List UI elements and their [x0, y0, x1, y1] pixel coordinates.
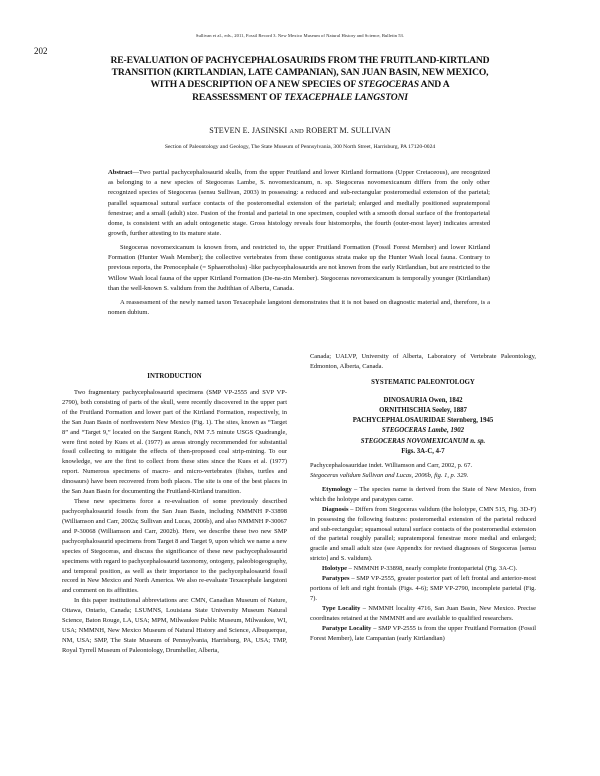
introduction-paragraph-3: In this paper institutional abbreviations are: CMN, Canadian Museum of Nature, Ottawa, Ontario, Canada; LSUMNS, Louisiana State University Museum Natural Science, Baton Rouge, LA, USA; MPM, Milwaukee Public Museum, Milwaukee, WI, USA; NMMNH, New Mexico Museum of Natural History and Science, Albuquerque, NM, USA; SMP, The State Museum of Pennsylvania, Harrisburg, PA, USA; TMP, Royal Tyrrell Museum of Paleontology, Drumheller, Alberta, — [62, 597, 287, 654]
page-number: 202 — [34, 46, 48, 56]
introduction-paragraph-2: These new specimens force a re-evaluation of some previously described pachycephalosaurid fossils from the San Juan Basin, including NMMNH P-33898 (Williamson and Carr, 2002a; Sullivan and Lucas, 2006b), and also NMMNH P-30067 and P-30068 (Williamson and Carr, 2002b). Here, we describe these two new SMP pachycephalosaurid specimens from Target 8 and Target 9, upon which we name a new species of Stegoceras, and discuss the significance of these new pachycephalosaurid specimens with regard to pachycephalosaurid taxonomy, ontogeny, paleobiogeography, and temporal position, as well as their importance to the pachycephalosaurid fossil record in New Mexico and North America. We also re-evaluate Texacephale langstoni and comment on its affinities. — [62, 498, 287, 595]
type-locality: Type Locality – NMMNH locality 4716, San Juan Basin, New Mexico. Precise coordinates retained at the NMMNH and are available to qualified researchers. — [310, 604, 537, 622]
abstract-paragraph-2: Stegoceras novomexicanum is known from, and restricted to, the upper Fruitland Formation (Fossil Forest Member) and lower Kirtland Formation (Hunter Wash Member); the collective vertebrates from these contiguous strata make up the Hunter Wash local fauna. Contrary to previous reports, the Prenocephale (= Sphaerotholus) -like pachycephalosaurids are not known from the early Kirtlandian, but are restricted to the Willow Wash local fauna of the upper Kirtland Formation (De-na-zin Member). Stegoceras novomexicanum is temporally younger (Kirtlandian) than the well-known S. validum from the Judithian of Alberta, Canada. — [108, 244, 491, 292]
abstract-paragraph-1: Abstract—Two partial pachycephalosaurid skulls, from the upper Fruitland and lower Kirtland formations (Upper Cretaceous), are recognized as belonging to a new species of Stegoceras Lambe, S. novomexicanum, n. sp. Stegoceras novomexicanum differs from the only other recognized species of Stegoceras (sensu Sullivan, 2003) in possessing: a reduced and sub-rectangular posteromedial extension of the parietal; parallel squamosal sutural surface contacts of the posteromedial extension of the parietal; enlarged and medially positioned supratemporal fenestrae; and a small (adult) size. Fusion of the frontal and parietal in one specimen, coupled with a smooth dorsal surface of the frontoparietal dome, is consistent with an adult ontogenetic stage. Gross histology reveals four histomorphs, the fourth (outer-most layer) indicates arrested growth, further attesting to its mature state. — [108, 169, 490, 238]
affiliation: Section of Paleontology and Geology, The State Museum of Pennsylvania, 300 North Street, Harrisburg, PA 17120-0024 — [164, 144, 436, 150]
left-column — [62, 372, 287, 656]
title-line-4: REASSESSMENT OF TEXACEPHALE LANGSTONI — [192, 91, 408, 103]
authors — [0, 126, 600, 135]
etymology: Etymology – The species name is derived from the State of New Mexico, from which the holotype and paratypes came. — [310, 485, 536, 503]
abstract — [108, 168, 490, 322]
holotype: Holotype – NMMNH P-33898, nearly complete frontoparietal (Fig. 3A-C). — [322, 565, 518, 573]
title-line-1: RE-EVALUATION OF PACHYCEPHALOSAURIDS FROM THE FRUITLAND-KIRTLAND — [110, 55, 490, 66]
title-line-3: WITH A DESCRIPTION OF A NEW SPECIES OF STEGOCERAS AND A — [150, 79, 450, 91]
paratypes: Paratypes – SMP VP-2555, greater posterior part of left frontal and anterior-most portions of left and right frontals (Figs. 4-6); SMP VP-2790, incomplete parietal (Fig. 7). — [310, 575, 536, 602]
running-head: Sullivan et al., eds., 2011, Fossil Record 3. New Mexico Museum of Natural History and Science, Bulletin 53. — [195, 33, 405, 38]
systematic-heading: SYSTEMATIC PALEONTOLOGY — [371, 378, 475, 386]
author-2: ROBERT M. SULLIVAN — [305, 126, 391, 135]
synonymy-2: Stegoceras validum Sullivan and Lucas, 2006b, fig. 1, p. 329. — [310, 471, 469, 479]
taxon-ornithischia: ORNITHISCHIA Seeley, 1887 — [379, 406, 467, 414]
right-column — [310, 352, 536, 644]
paper-title — [30, 55, 570, 104]
diagnosis: Diagnosis – Differs from Stegoceras validum (the holotype, CMN 515, Fig. 3D-F) in possessing the following features: posteromedial extension of the parietal reduced and sub-rectangular; squamosal sutural surface contacts of the posteromedial extension of the parietal roughly parallel; supratemporal fenestrae more medial and enlarged; gracile and small adult size (see Appendix for revised diagnoses of Stegoceras [sensu stricto] and S. validum). — [310, 505, 536, 563]
paratype-locality: Paratype Locality – SMP VP-2555 is from the upper Fruitland Formation (Fossil Forest Member), late Campanian (early Kirtlandian) — [310, 624, 536, 642]
introduction-heading: INTRODUCTION — [147, 373, 202, 380]
taxon-pachycephalosauridae: PACHYCEPHALOSAURIDAE Sternberg, 1945 — [352, 417, 494, 425]
right-continuation: Canada; UALVP, University of Alberta, Laboratory of Vertebrate Paleontology, Edmonton, Alberta, Canada. — [310, 353, 536, 370]
taxon-dinosauria: DINOSAURIA Owen, 1842 — [383, 396, 463, 404]
taxon-stegoceras: STEGOCERAS Lambe, 1902 — [381, 427, 465, 435]
synonymy-1: Pachycephalosauridae indet. Williamson and Carr, 2002, p. 67. — [310, 461, 473, 469]
abstract-paragraph-3: A reassessment of the newly named taxon Texacephale langstoni demonstrates that it is not based on diagnostic material and, therefore, is a nomen dubium. — [108, 298, 490, 316]
author-1: STEVEN E. JASINSKI — [209, 126, 288, 135]
author-and: AND — [289, 128, 304, 135]
taxon-figure-refs: Figs. 3A-C, 4-7 — [401, 447, 445, 455]
introduction-paragraph-1: Two fragmentary pachycephalosaurid specimens (SMP VP-2555 and SVP VP-2790), both consisting of parts of the skull, were recently discovered in the upper part of the Fruitland Formation and lower part of the Kirtland Formation, respectively, in the San Juan Basin of northwestern New Mexico (Fig. 1). The sites, known as “Target 8” and “Target 9,” located on the Sargent Ranch, NM 7.5 minute USGS Quadrangle, were first noted by Kues et al. (1977) as areas strongly recommended for substantial fossil collecting to mitigate the effects of then-proposed coal strip-mining. To our knowledge, we are the first to collect from these sites since the Kues et al. (1977) report. Numerous specimens of macro- and micro-vertebrates (fishes, turtles and dinosaurs) have been recovered from both places. The site is one of the best places in the San Juan Basin for documenting the Fruitland-Kirtland transition. — [62, 388, 287, 496]
taxon-stegoceras-novomexicanum: STEGOCERAS NOVOMEXICANUM n. sp. — [360, 437, 486, 445]
title-line-2: TRANSITION (KIRTLANDIAN, LATE CAMPANIAN), SAN JUAN BASIN, NEW MEXICO, — [111, 67, 489, 79]
